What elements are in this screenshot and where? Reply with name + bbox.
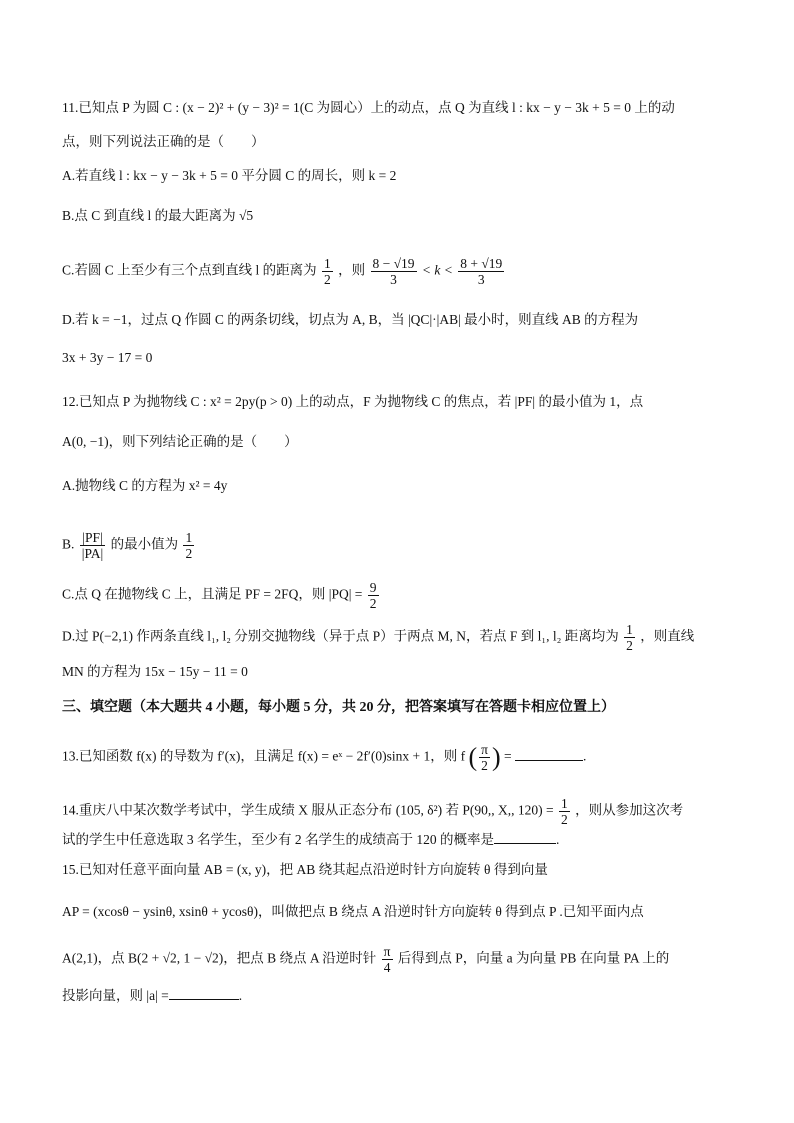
q11-option-d-line2: 3x + 3y − 17 = 0 [62,350,153,365]
q15-line2: AP = (xcosθ − ysinθ, xsinθ + ycosθ)，叫做把点 B 绕点 A 沿逆时针方向旋转 θ 得到点 P .已知平面内点 [62,904,644,919]
fraction: $\frac{\pi}{4}$ [383,944,391,975]
q14-line2: 试的学生中任意选取 3 名学生，至少有 2 名学生的成绩高于 120 的概率是 . [62,832,560,847]
q12-stem-line2: A(0, −1)，则下列结论正确的是（ ） [62,434,298,449]
fraction: $\frac{|PF|}{|PA|}$ [81,530,104,561]
fraction: $\frac{9}{2}$ [369,580,377,611]
fraction: $\frac{\pi}{2}$ [481,742,488,773]
q12-option-a: A.抛物线 C 的方程为 x² = 4y [62,478,228,493]
q15-line3: A(2,1)，点 B(2 + √2, 1 − √2)，把点 B 绕点 A 沿逆时针 $\frac{\pi}{4}$ 后得到点 P，向量 a 为向量 PB 在向量 PA 上的 [62,944,670,975]
q12-option-b: B. $\frac{|PF|}{|PA|}$ 的最小值为 $\frac{1}{2}$ [62,530,193,561]
fraction: $\frac{1}{2}$ [561,796,568,827]
q11-option-d: D.若 k = −1，过点 Q 作圆 C 的两条切线，切点为 A, B，当 |QC|·|AB| 最小时，则直线 AB 的方程为 [62,312,639,327]
answer-blank[interactable] [494,843,556,844]
q15-line4: 投影向量，则 |a| = . [62,988,243,1003]
q15-line1: 15.已知对任意平面向量 AB = (x, y)，把 AB 绕其起点沿逆时针方向旋转 θ 得到向量 [62,862,548,877]
q12-option-d: D.过 P(−2,1) 作两条直线 l₁, l₂ 分别交抛物线（异于点 P）于两点 M, N，若点 F 到 l₁, l₂ 距离均为 $\frac{1}{2}$ ，则直线 [62,622,695,653]
q12-option-d-line2: MN 的方程为 15x − 15y − 11 = 0 [62,664,248,679]
q11-option-c: C.若圆 C 上至少有三个点到直线 l 的距离为 $\frac{1}{2}$ ，则 $\frac{8 - √19}{3}$ < k < $\frac{8 + √19}{3}$ [62,256,503,287]
fraction: $\frac{8 - √19}{3}$ [372,256,415,287]
answer-blank[interactable] [515,760,583,761]
q14-line1: 14.重庆八中某次数学考试中，学生成绩 X 服从正态分布 (105, δ²) 若 P(90,, X,, 120) = $\frac{1}{2}$ ，则从参加这次考 [62,796,684,827]
answer-blank[interactable] [169,999,239,1000]
fraction: $\frac{8 + √19}{3}$ [460,256,503,287]
fraction: $\frac{1}{2}$ [185,530,193,561]
q11-option-b: B.点 C 到直线 l 的最大距离为 √5 [62,208,254,223]
q12-option-c: C.点 Q 在抛物线 C 上，且满足 PF = 2FQ，则 |PQ| = $\frac{9}{2}$ [62,580,377,611]
q13-line: 13.已知函数 f(x) 的导数为 f′(x)，且满足 f(x) = eˣ − 2f′(0)sinx + 1，则 f ( $\frac{\pi}{2}$ ) = . [62,742,587,773]
fraction: $\frac{1}{2}$ [324,256,331,287]
fraction: $\frac{1}{2}$ [626,622,633,653]
q11-option-a: A.若直线 l : kx − y − 3k + 5 = 0 平分圆 C 的周长，则 k = 2 [62,168,397,183]
q12-stem-line1: 12.已知点 P 为抛物线 C : x² = 2py(p > 0) 上的动点，F 为抛物线 C 的焦点，若 |PF| 的最小值为 1，点 [62,394,644,409]
section-heading: 三、填空题（本大题共 4 小题，每小题 5 分，共 20 分，把答案填写在答题卡相应位置上） [62,700,615,715]
q11-stem-line1: 11.已知点 P 为圆 C : (x − 2)² + (y − 3)² = 1(C 为圆心）上的动点，点 Q 为直线 l : kx − y − 3k + 5 = 0 上的动 [62,100,675,115]
q11-stem-line2: 点，则下列说法正确的是（ ） [62,134,265,149]
